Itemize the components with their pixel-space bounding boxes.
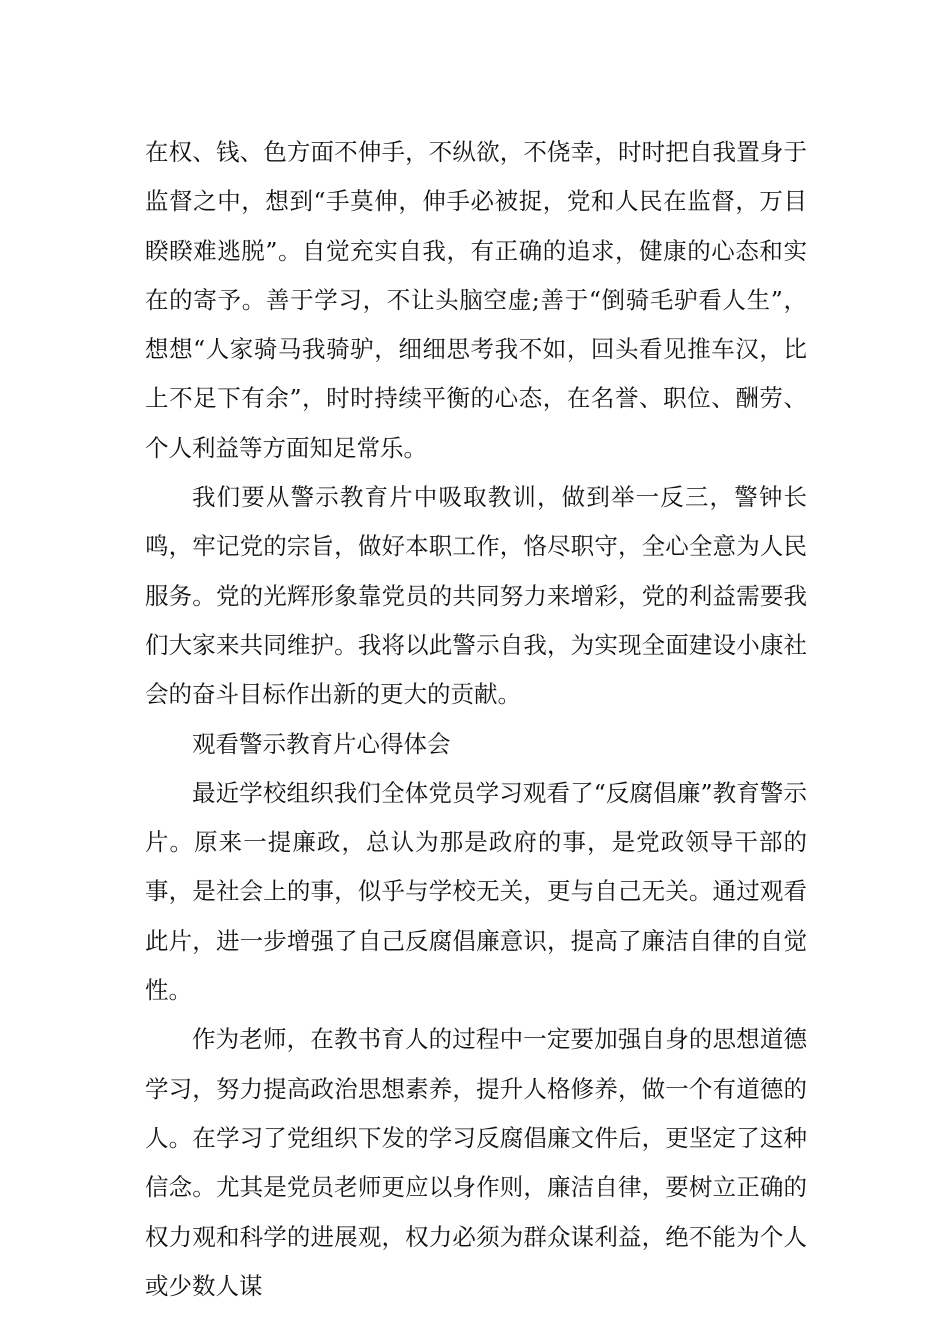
- paragraph-continuation: 在权、钱、色方面不伸手，不纵欲，不侥幸，时时把自我置身于监督之中，想到“手莫伸，伸手必被捉，党和人民在监督，万目睽睽难逃脱”。自觉充实自我，有正确的追求，健康的心态和实在的寄予。善于学习，不让头脑空虚;善于“倒骑毛驴看人生”，想想“人家骑马我骑驴，细细思考我不如，回头看见推车汉，比上不足下有余”，时时持续平衡的心态，在名誉、职位、酬劳、个人利益等方面知足常乐。: [145, 138, 807, 462]
- paragraph-warning-lesson: 我们要从警示教育片中吸取教训，做到举一反三，警钟长鸣，牢记党的宗旨，做好本职工作，恪尽职守，全心全意为人民服务。党的光辉形象靠党员的共同努力来增彩，党的利益需要我们大家来共同维护。我将以此警示自我，为实现全面建设小康社会的奋斗目标作出新的更大的贡献。: [145, 483, 807, 709]
- document-body: [145, 128, 807, 1311]
- paragraph-teacher-duty: 作为老师，在教书育人的过程中一定要加强自身的思想道德学习，努力提高政治思想素养，提升人格修养，做一个有道德的人。在学习了党组织下发的学习反腐倡廉文件后，更坚定了这种信念。尤其是党员老师更应以身作则，廉洁自律，要树立正确的权力观和科学的进展观，权力必须为群众谋利益，绝不能为个人或少数人谋: [145, 1025, 807, 1300]
- paragraph-school-viewing: 最近学校组织我们全体党员学习观看了“反腐倡廉”教育警示片。原来一提廉政，总认为那是政府的事，是党政领导干部的事，是社会上的事，似乎与学校无关，更与自己无关。通过观看此片，进一步增强了自己反腐倡廉意识，提高了廉洁自律的自觉性。: [145, 778, 807, 1005]
- section-heading: 观看警示教育片心得体会: [192, 729, 451, 758]
